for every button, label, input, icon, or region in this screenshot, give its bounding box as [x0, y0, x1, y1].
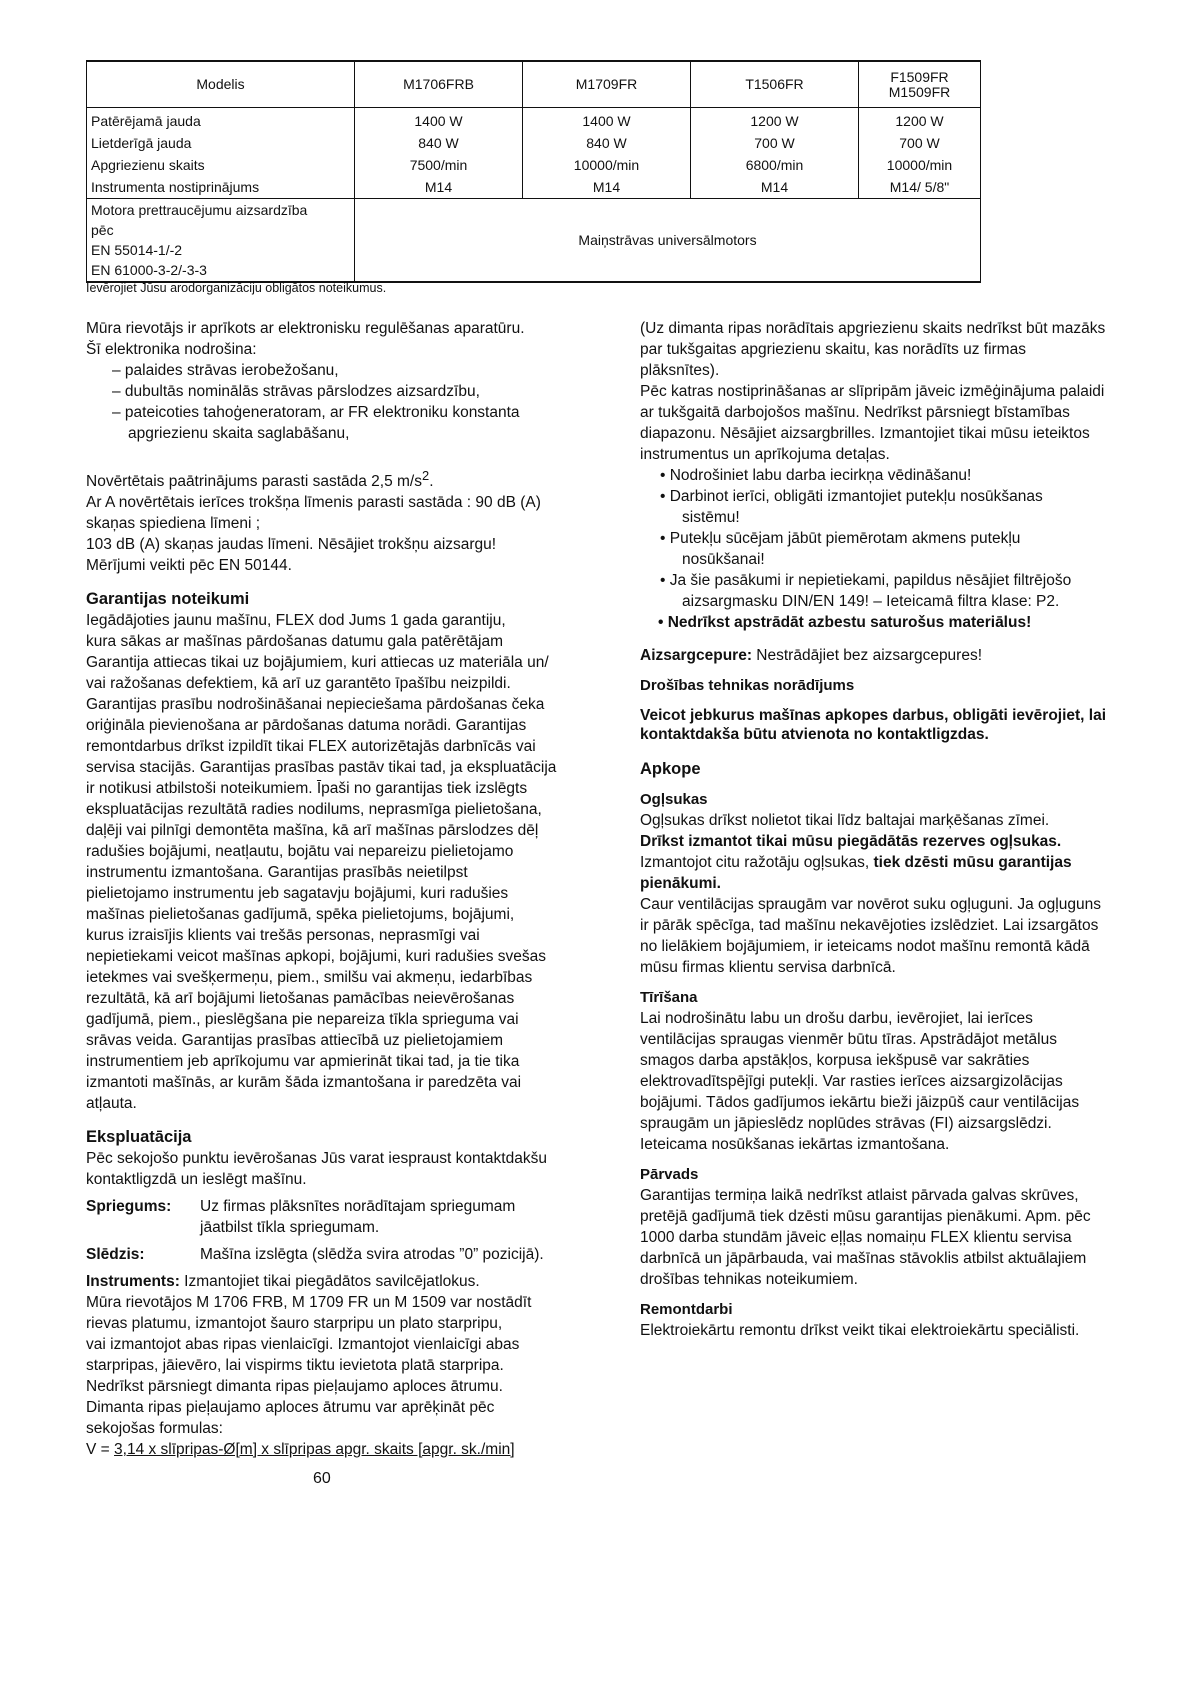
noise-line: Ar A novērtētais ierīces trokšņa līmenis parasti sastāda : 90 dB (A) [86, 494, 541, 512]
motor-label-line: pēc [91, 222, 114, 238]
intro: Mūra rievotājs ir aprīkots ar elektronisku regulēšanas aparatūru. [86, 320, 525, 337]
coal-mixed-bold: tiek dzēsti mūsu garantijas [873, 854, 1072, 871]
dash-item: – palaides strāvas ierobežošanu, [112, 362, 339, 379]
voltage-item [86, 1196, 612, 1238]
spacer [86, 444, 612, 465]
right-column [640, 318, 1168, 1341]
motor-value: Maiņstrāvas universālmotors [355, 199, 981, 283]
voltage-line: Uz firmas plāksnītes norādītajam spriegumam [200, 1198, 516, 1216]
specs-row [87, 108, 981, 133]
bullet-item-cont: sistēmu! [682, 509, 740, 526]
dash-item: – dubultās nominālās strāvas pārslodzes aizsardzību, [112, 383, 480, 400]
bullet-item-cont: nosūkšanai! [682, 551, 765, 568]
bullet-list [640, 465, 1168, 612]
cell: 1200 W [859, 108, 981, 133]
cleaning-line: spraugām un jāpieslēdz noplūdes strāvas (FI) aizsargslēdzi. [640, 1115, 1052, 1132]
rivot-line: rievas platumu, izmantojot šauro starpripu un plato starpripu, [86, 1315, 503, 1333]
maintenance-heading: Apkope [640, 760, 701, 778]
rivot-line: vai izmantojot abas ripas vienlaicīgi. Izmantojot vienlaicīgi abas [86, 1336, 520, 1354]
coal-line: no lielākiem bojājumiem, ir ieteicams nodot mašīnu remontā kādā [640, 938, 1090, 955]
formula-line [86, 1439, 612, 1460]
bullet-asbestos: • Nedrīkst apstrādāt azbestu saturošus materiālus! [658, 614, 1032, 631]
row-label: Instrumenta nostiprinājums [87, 176, 355, 199]
intro2: Šī elektronika nodrošina: [86, 341, 257, 358]
coal-heading: Ogļsukas [640, 791, 708, 808]
cleaning-body [640, 1008, 1168, 1155]
cell: 1200 W [691, 108, 859, 133]
helmet-term: Aizsargcepure: [640, 647, 752, 664]
warranty-line: gadījumā, piem., pieslēgšana pie nepareiza tīkla sprieguma vai [86, 1011, 519, 1029]
gear-body [640, 1185, 1168, 1290]
repair-heading: Remontdarbi [640, 1301, 733, 1318]
cell: M14/ 5/8" [859, 176, 981, 199]
bullet-item: • Nodrošiniet labu darba iecirkņa vēdināšanu! [660, 467, 972, 484]
warranty-line: servisa stacijās. Garantijas prasības pastāv tikai tad, ja ekspluatācija [86, 759, 557, 777]
cleaning-line: ventilācijas spraugas vienmēr būtu tīras. Apstrādājot metālus [640, 1031, 1057, 1048]
intro-line: ar tukšgaitā darbojošos mašīnu. Nedrīkst pārsniegt bīstamības [640, 404, 1070, 421]
accel-text: Novērtētais paātrinājums parasti sastāda 2,5 m/s [86, 473, 422, 491]
operation-line: Pēc sekojošo punktu ievērošanas Jūs varat iespraust kontaktdakšu [86, 1150, 547, 1168]
coal-line: Caur ventilācijas spraugām var novērot suku ogļuguni. Ja ogļuguns [640, 896, 1101, 913]
gear-line: 1000 darba stundām jāveic eļļas nomaiņu FLEX klientu servisa [640, 1229, 1072, 1246]
cell: 700 W [691, 132, 859, 154]
header-m1706frb: M1706FRB [355, 61, 523, 108]
rivot-line: Dimanta ripas pieļaujamo aploces ātrumu var aprēķināt pēc [86, 1399, 495, 1417]
switch-item [86, 1244, 612, 1265]
instruments-term: Instruments: [86, 1273, 180, 1291]
cell: 700 W [859, 132, 981, 154]
gear-line: Garantijas termiņa laikā nedrīkst atlaist pārvada galvas skrūves, [640, 1187, 1079, 1204]
right-intro [640, 318, 1168, 465]
rivot-line: Mūra rievotājos M 1706 FRB, M 1709 FR un M 1509 var nostādīt [86, 1294, 532, 1312]
coal-body [640, 894, 1168, 978]
voltage-line: jāatbilst tīkla spriegumam. [200, 1219, 380, 1237]
switch-def: Mašīna izslēgta (slēdža svira atrodas ”0” pozicijā). [200, 1246, 544, 1264]
voltage-def [200, 1196, 515, 1238]
row-label: Apgriezienu skaits [87, 154, 355, 176]
motor-label-line: Motora prettraucējumu aizsardzība [91, 202, 308, 218]
rivot-line: starpripas, jāievēro, lai vispirms tiktu ievietota platā starpripa. [86, 1357, 504, 1375]
repair-text: Elektroiekārtu remontu drīkst veikt tikai elektroiekārtu speciālisti. [640, 1322, 1080, 1339]
intro-line: instrumentus un aprīkojuma detaļas. [640, 446, 890, 463]
rivot-body [86, 1292, 612, 1439]
warranty-line: izmantoti mašīnās, ar kurām šāda izmantošana ir paredzēta vai [86, 1074, 522, 1092]
motor-label-line: EN 55014-1/-2 [91, 242, 183, 258]
cell: 1400 W [523, 108, 691, 133]
header-t1506fr: T1506FR [691, 61, 859, 108]
intro-line: plāksnītes). [640, 362, 720, 379]
warranty-line: ir notikusi atbilstoši noteikumiem. Īpaši no garantijas tiek izslēgts [86, 780, 528, 798]
intro-line: par tukšgaitas apgriezienu skaitu, kas norādīts uz firmas [640, 341, 1026, 358]
voltage-term: Spriegums: [86, 1198, 172, 1216]
accel-sup: 2 [422, 468, 430, 483]
cleaning-heading: Tīrīšana [640, 989, 698, 1006]
noise-line: Mērījumi veikti pēc EN 50144. [86, 557, 292, 575]
specs-motor-row [87, 199, 981, 283]
row-label: Patērējamā jauda [87, 108, 355, 133]
specs-header-row [87, 61, 981, 108]
warranty-line: rezultātā, kā arī bojājumi lietošanas pamācības neievērošanas [86, 990, 515, 1008]
specs-row [87, 176, 981, 199]
cell: 840 W [355, 132, 523, 154]
warranty-line: ekspluatācijas rezultātā radies nodilums, neprasmīga pielietošana, [86, 801, 542, 819]
noise-line: 103 dB (A) skaņas jaudas līmeni. Nēsājiet trokšņu aizsargu! [86, 536, 497, 554]
bullet-item: • Ja šie pasākumi ir nepietiekami, papildus nēsājiet filtrējošo [660, 572, 1072, 589]
warranty-line: mašīnas pielietošanas gadījumā, spēka pielietojums, bojājumi, [86, 906, 515, 924]
coal-line: ir pārāk spēcīga, tad mašīnu nekavējoties izslēdziet. Lai izsargātos [640, 917, 1099, 934]
specs-table [86, 60, 981, 283]
warranty-line: daļēji vai pilnīgi demontēta mašīna, kā arī mašīnas pārslodzes dēļ [86, 822, 539, 840]
intro-line: (Uz dimanta ripas norādītais apgriezienu skaits nedrīkst būt mazāks [640, 320, 1106, 337]
header-model: Modelis [87, 61, 355, 108]
helmet-item [640, 645, 1168, 666]
cell: 6800/min [691, 154, 859, 176]
warranty-line: Garantija attiecas tikai uz bojājumiem, kuri attiecas uz materiāla un/ [86, 654, 549, 672]
warranty-heading: Garantijas noteikumi [86, 590, 250, 609]
specs-row [87, 154, 981, 176]
gear-line: drošības tehnikas noteikumiem. [640, 1271, 858, 1288]
warranty-line: radušies bojājumi, neatļautu, bojātu vai nepareizu pielietojamo [86, 843, 514, 861]
warranty-line: nepietiekami veicot mašīnas apkopi, bojājumi, kuri radušies svešas [86, 948, 547, 966]
motor-label [87, 199, 355, 283]
bullet-item: • Putekļu sūcējam jābūt piemērotam akmens putekļu [660, 530, 1021, 547]
warranty-line: Iegādājoties jaunu mašīnu, FLEX dod Jums 1 gada garantiju, [86, 612, 506, 630]
safety-warning: Veicot jebkurus mašīnas apkopes darbus, obligāti ievērojiet, lai kontaktdakša būtu atvienota no kontaktligzdas. [640, 707, 1107, 743]
cleaning-line: smagos darba apstākļos, korpusa iekšpusē var sakrāties [640, 1052, 1030, 1069]
gear-line: darbnīcā un jāpārbauda, vai mašīnas stāvoklis atbilst aktuālajiem [640, 1250, 1087, 1267]
left-column [86, 318, 612, 1460]
rivot-line: Nedrīkst pārsniegt dimanta ripas pieļaujamo aploces ātrumu. [86, 1378, 503, 1396]
warranty-line: oriģināla pievienošana ar pārdošanas datuma norādi. Garantijas [86, 717, 527, 735]
acceleration [86, 465, 612, 492]
formula: 3,14 x slīpripas-Ø[m] x slīpripas apgr. skaits [apgr. sk./min] [114, 1441, 515, 1459]
motor-label-line: EN 61000-3-2/-3-3 [91, 262, 207, 278]
specs-row [87, 132, 981, 154]
page-number: 60 [313, 1470, 331, 1487]
rivot-line: sekojošas formulas: [86, 1420, 223, 1438]
header-m1709fr: M1709FR [523, 61, 691, 108]
gear-line: pretējā gadījumā tiek dzēsti mūsu garantijas pienākumi. Apm. pēc [640, 1208, 1091, 1225]
warranty-line: vai ražošanas defektiem, kā arī uz garantēto īpašību neizpildi. [86, 675, 511, 693]
cleaning-line: Ieteicama nosūkšanas iekārtas izmantošana. [640, 1136, 950, 1153]
warranty-line: instrumentu izmantošana. Garantijas prasībās neietilpst [86, 864, 468, 882]
coal-mixed-pre: Izmantojot citu ražotāju ogļsukas, [640, 854, 874, 871]
instruments-item [86, 1271, 612, 1292]
row-label: Lietderīgā jauda [87, 132, 355, 154]
operation-line: kontaktligzdā un ieslēgt mašīnu. [86, 1171, 307, 1189]
formula-prefix: V = [86, 1441, 115, 1459]
operation-heading: Ekspluatācija [86, 1128, 192, 1147]
coal-line: mūsu firmas klientu servisa darbnīcā. [640, 959, 896, 976]
cell: M14 [523, 176, 691, 199]
warranty-body [86, 610, 612, 1114]
cell: M14 [355, 176, 523, 199]
coal-line: Ogļsukas drīkst nolietot tikai līdz baltajai marķēšanas zīmei. [640, 812, 1050, 829]
cell: 7500/min [355, 154, 523, 176]
bullet-item: • Darbinot ierīci, obligāti izmantojiet putekļu nosūkšanas [660, 488, 1043, 505]
intro-line: diapazonu. Nēsājiet aizsargbrilles. Izmantojiet tikai mūsu ieteiktos [640, 425, 1090, 442]
warranty-line: srāvas veida. Garantijas prasības attiecībā uz pielietojamiem [86, 1032, 503, 1050]
warranty-line: instrumentiem jeb aprīkojumu var apmierināt tikai tad, ja tie tika [86, 1053, 520, 1071]
cell: M14 [691, 176, 859, 199]
helmet-def: Nestrādājiet bez aizsargcepures! [751, 647, 983, 664]
dash-item-cont: apgriezienu skaita saglabāšanu, [128, 425, 350, 442]
bullet-item-cont: aizsargmasku DIN/EN 149! – Ieteicamā filtra klase: P2. [682, 593, 1060, 610]
warranty-line: ietekmes vai svešķermeņu, piem., smilšu vai akmeņu, iedarbības [86, 969, 533, 987]
coal-mixed [640, 852, 1168, 873]
cell: 1400 W [355, 108, 523, 133]
coal-bold: Drīkst izmantot tikai mūsu piegādātās rezerves ogļsukas. [640, 833, 1062, 850]
cleaning-line: elektrovadītspējīgi putekļi. Var rasties ierīces aizsargizolācijas [640, 1073, 1063, 1090]
intro-line: Pēc katras nostiprināšanas ar slīpripām jāveic izmēģinājuma palaidi [640, 383, 1105, 400]
warranty-line: kura sākas ar mašīnas pārdošanas datumu gala patērētājam [86, 633, 504, 651]
warranty-line: remontdarbus drīkst izpildīt tikai FLEX autorizētajās darbnīcās vai [86, 738, 536, 756]
cell: 840 W [523, 132, 691, 154]
table-note: Ievērojiet Jūsu arodorganizāciju obligātos noteikumus. [86, 281, 387, 295]
switch-term: Slēdzis: [86, 1246, 145, 1264]
warranty-line: pielietojamo instrumentu jeb sagatavju bojājumi, kuri radušies [86, 885, 509, 903]
coal-mixed-bold2: pienākumi. [640, 875, 721, 892]
warranty-line: Garantijas prasību nodrošināšanai nepieciešama pārdošanas čeka [86, 696, 545, 714]
accel-end: . [429, 473, 434, 491]
gear-heading: Pārvads [640, 1166, 699, 1183]
cell: 10000/min [523, 154, 691, 176]
warranty-line: atļauta. [86, 1095, 137, 1113]
instruments-def: Izmantojiet tikai piegādātos savilcējatlokus. [179, 1273, 480, 1291]
warranty-line: kurus izraisījis klients vai trešās personas, neprasmīgi vai [86, 927, 480, 945]
dash-item: – pateicoties tahoģeneratoram, ar FR elektroniku konstanta [112, 404, 520, 421]
safety-heading: Drošības tehnikas norādījums [640, 677, 855, 694]
cleaning-line: bojājumi. Tādos gadījumos iekārtu bieži jāizpūš caur ventilācijas [640, 1094, 1080, 1111]
cell: 10000/min [859, 154, 981, 176]
header-f1509fr: F1509FR M1509FR [859, 61, 981, 108]
cleaning-line: Lai nodrošinātu labu un drošu darbu, ievērojiet, lai ierīces [640, 1010, 1033, 1027]
noise-line: skaņas spiediena līmeni ; [86, 515, 261, 533]
